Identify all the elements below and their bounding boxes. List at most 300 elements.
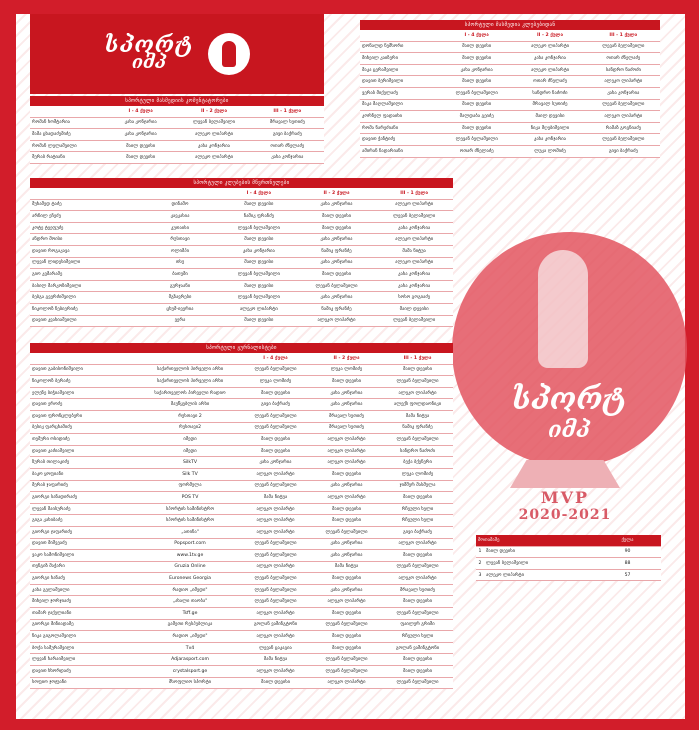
table-panel-commentators <box>30 96 324 164</box>
table-row <box>30 257 453 269</box>
column-header: I - 4 ქულა <box>240 353 311 364</box>
voter-name: თამარ ჯაქელიანი <box>30 608 140 620</box>
table-row <box>30 315 453 327</box>
vote-cell: ოთარ ძნელაძე <box>440 145 513 157</box>
voter-name: დავით გაბისონიშვილი <box>30 364 140 376</box>
vote-cell: მამა ნიტუა <box>375 245 453 257</box>
emblem-logo-line-1: სპორტ <box>511 382 627 417</box>
vote-cell: ნამიკ ფრანძე <box>298 245 376 257</box>
organization: Tv4 <box>140 642 240 654</box>
vote-cell: ალეკო ლიპარტი <box>240 503 311 515</box>
vote-cell: ლევან ბელაშვილი <box>240 596 311 608</box>
column-header: III - 1 ქულა <box>251 106 324 117</box>
voter-name: გიორგი ჯაფარიძე <box>30 526 140 538</box>
vote-cell: მაილ დევისი <box>298 269 376 281</box>
results-points-header: ქულა <box>594 535 661 546</box>
organization: რადიო „იმედი" <box>140 584 240 596</box>
vote-cell: ალეკო ლიპარტი <box>382 387 453 399</box>
vote-cell: ჯიმშერ მასმულა <box>382 480 453 492</box>
player-name: მაილ დევისი <box>484 546 594 558</box>
organization: გურჯაანი <box>140 280 220 292</box>
organization: საქართველოს პირველი რადიო <box>140 387 240 399</box>
vote-cell: ლევან ბელაშვილი <box>382 376 453 388</box>
voter-name: ნიკა გიგოლაშვილი <box>30 631 140 643</box>
vote-cell: მაილ დევისი <box>104 140 177 152</box>
vote-cell: მაილ დევისი <box>382 666 453 678</box>
vote-cell: ალეკო ლიპარტი <box>240 468 311 480</box>
organization: Adjarasport.com <box>140 654 240 666</box>
vote-cell: კახა კონჯარია <box>587 87 660 99</box>
table-row <box>30 117 324 129</box>
empty-header-cell <box>140 353 240 364</box>
data-table <box>30 188 453 327</box>
vote-cell: ალეკო ლიპარტი <box>240 515 311 527</box>
voter-name: დავით კაძიაშვილი <box>30 445 140 457</box>
voter-name: ლევან ლიდესიშვილი <box>30 257 140 269</box>
header-row <box>30 106 324 117</box>
vote-cell: კახა კონჯარია <box>298 257 376 269</box>
table-row <box>30 129 324 141</box>
vote-cell: ლევან ბელაშვილი <box>240 410 311 422</box>
table-row <box>30 434 453 446</box>
voter-name: ამირან ჩადარიანი <box>360 145 440 157</box>
vote-cell: გივი ბაქრაძე <box>251 129 324 141</box>
emblem-stand <box>510 460 620 488</box>
organization: www.1tv.ge <box>140 550 240 562</box>
frame-left <box>0 0 16 730</box>
organization: Gruzia Online <box>140 561 240 573</box>
voter-name: მიხეილ ჯორჯიაძე <box>30 596 140 608</box>
table-row <box>360 41 660 53</box>
voter-name: დავით როგაკავა <box>30 245 140 257</box>
points: 88 <box>594 558 661 570</box>
header-row <box>30 188 453 199</box>
table-row <box>30 538 453 550</box>
vote-cell: ლევან ბელაშვილი <box>177 117 250 129</box>
voter-name: რომან ხოშტარია <box>30 117 104 129</box>
table-row <box>360 134 660 146</box>
vote-cell: ნამიკ ფრანძე <box>220 211 298 223</box>
organization: კუთაისი <box>140 222 220 234</box>
organization: იმედი <box>140 445 240 457</box>
table-title: სპორტული ჟურნალისტები <box>30 343 453 353</box>
table-title: სპორტული მასმედია კლუბებიდან <box>360 20 660 30</box>
organization: Silk TV <box>140 468 240 480</box>
vote-cell: ალეკო ლიპარტი <box>240 631 311 643</box>
vote-cell: მაილ დევისი <box>382 550 453 562</box>
voter-name: მაკა ცერაშვილი <box>360 64 440 76</box>
header-row <box>360 30 660 41</box>
column-header: I - 4 ქულა <box>220 188 298 199</box>
voter-name: მერაბ ჯაფარიძე <box>30 480 140 492</box>
vote-cell: სანდრო ნაძოძი <box>513 87 586 99</box>
voter-name: გიორგი მინიადამე <box>30 619 140 631</box>
table-row <box>30 515 453 527</box>
rank: 3 <box>476 569 484 581</box>
table-row <box>30 292 453 304</box>
vote-cell: მაილ დევისი <box>240 677 311 689</box>
table-row <box>30 619 453 631</box>
table-row <box>30 140 324 152</box>
vote-cell: კახა კონჯარია <box>251 152 324 164</box>
voter-name: ვერაბ მიქელაძე <box>360 87 440 99</box>
results-row <box>476 569 661 581</box>
voter-name: ბასილ მარკოზიშვილი <box>30 280 140 292</box>
vote-cell: ლევან ბელაშვილი <box>311 619 382 631</box>
vote-cell: მაილ დევისი <box>311 376 382 388</box>
voter-name: დავით ეროძე <box>30 399 140 411</box>
vote-cell: კახა კონჯარია <box>298 199 376 211</box>
vote-cell: მაილ დევისი <box>311 573 382 585</box>
vote-cell: ალეკო ლიპარტი <box>311 457 382 469</box>
table-row <box>30 503 453 515</box>
vote-cell: მაილ დევისი <box>311 608 382 620</box>
vote-cell: ლევან ბელაშვილი <box>298 280 376 292</box>
vote-cell: მაილ დევისი <box>311 503 382 515</box>
vote-cell: ლევან ბელაშვილი <box>240 550 311 562</box>
vote-cell: ალეკო ლიპარტი <box>311 492 382 504</box>
vote-cell: კახა კონჯარია <box>177 140 250 152</box>
vote-cell: მამა ნიტუა <box>240 492 311 504</box>
points: 57 <box>594 569 661 581</box>
table-row <box>30 211 453 223</box>
organization: „ათინა" <box>140 526 240 538</box>
vote-cell: ალეკო ლიპარტი <box>240 526 311 538</box>
table-panel-journalists <box>30 343 453 689</box>
vote-cell: ოთარ ძნელაძე <box>513 76 586 88</box>
vote-cell: ალეკო ლიპარტი <box>240 561 311 573</box>
vote-cell: ალეკო ლიპარტი <box>382 538 453 550</box>
voter-name: შერაბ რატიანი <box>30 152 104 164</box>
vote-cell: მაილ დევისი <box>220 315 298 327</box>
vote-cell: რჩეული ხელი <box>382 631 453 643</box>
vote-cell: მაილ დევისი <box>382 492 453 504</box>
organization: Euronews Georgia <box>140 573 240 585</box>
organization: POS TV <box>140 492 240 504</box>
vote-cell: ნიკა მღებიშვილი <box>513 122 586 134</box>
voter-name: რომან ლელაშვილი <box>30 140 104 152</box>
voter-name: მაკა მაღლაშვილი <box>360 99 440 111</box>
vote-cell: ლევან ბელაშვილი <box>382 434 453 446</box>
voter-name: ბესიკ ფარცხამიძე <box>30 422 140 434</box>
voter-name: კახა გელაშვილი <box>30 584 140 596</box>
vote-cell: ლევან ბელაშვილი <box>240 584 311 596</box>
voter-name: გიორგი სანადირაძე <box>30 492 140 504</box>
logo-line-2: იმპ <box>131 52 167 73</box>
vote-cell: მრავალ სუთიძე <box>311 422 382 434</box>
mvp-season: 2020-2021 <box>518 507 612 523</box>
vote-cell: ოთარ ძნელაძე <box>587 53 660 65</box>
vote-cell: ალეკო ლიპარტი <box>298 315 376 327</box>
column-header: II - 2 ქულა <box>513 30 586 41</box>
vote-cell: ალეკო ლიპარტი <box>240 666 311 678</box>
vote-cell: მაილ დევისი <box>440 53 513 65</box>
table-row <box>30 654 453 666</box>
results-row <box>476 558 661 570</box>
vote-cell: მაილ დევისი <box>382 596 453 608</box>
vote-cell: მაილ დევისი <box>440 122 513 134</box>
voter-name: კოტე ტეეფუძე <box>30 222 140 234</box>
vote-cell: კახა კონჯარია <box>513 134 586 146</box>
vote-cell: გივი ბაქრაძე <box>382 526 453 538</box>
vote-cell: მაილ დევისი <box>382 654 453 666</box>
vote-cell: ლევან ბელაშვილი <box>375 315 453 327</box>
vote-cell: მაილ დევისი <box>375 303 453 315</box>
vote-cell: ალეკო ლიპარტი <box>311 434 382 446</box>
organization: ფორმულა <box>140 480 240 492</box>
vote-cell: ლუკა ლომიძე <box>240 376 311 388</box>
voter-name: ლევან ხარაიშვილი <box>30 654 140 666</box>
points: 90 <box>594 546 661 558</box>
vote-cell: მაილ დევისი <box>382 364 453 376</box>
vote-cell: ლევან ბელაშვილი <box>382 677 453 689</box>
vote-cell: მამა ნიტუა <box>311 561 382 573</box>
table-row <box>30 303 453 315</box>
organization: რუსთავი2 <box>140 422 240 434</box>
voter-name: თემური ოსიდიძე <box>30 434 140 446</box>
table-row <box>30 245 453 257</box>
table-row <box>30 677 453 689</box>
table-row <box>30 561 453 573</box>
voter-name: მიხეილ კაიზერი <box>360 53 440 65</box>
vote-cell: ლევან ბელაშვილი <box>382 561 453 573</box>
vote-cell: რჩეული ხელი <box>382 515 453 527</box>
vote-cell: ოთარ ძნელაძე <box>251 140 324 152</box>
organization: დინამო <box>140 199 220 211</box>
vote-cell: ლევან ბელაშვილი <box>220 269 298 281</box>
vote-cell: მაილ დევისი <box>104 152 177 164</box>
vote-cell: მაილ დევისი <box>220 280 298 292</box>
table-row <box>30 422 453 434</box>
vote-cell: გოლან ვაშინგტონი <box>240 619 311 631</box>
voter-name: დონალდ ნემსორი <box>360 41 440 53</box>
vote-cell: მაილ დევისი <box>240 434 311 446</box>
vote-cell: გოლან ვაშინგტონი <box>382 642 453 654</box>
column-header: II - 2 ქულა <box>177 106 250 117</box>
table-row <box>360 64 660 76</box>
voter-name: ანდრო მოისი <box>30 234 140 246</box>
empty-header-cell <box>360 30 440 41</box>
voter-name: დავით მიშვეაძე <box>30 538 140 550</box>
organization: რუსთავი <box>140 234 220 246</box>
table-row <box>30 631 453 643</box>
voter-name: დავით ფრონცლუბერი <box>30 410 140 422</box>
vote-cell: კახა კონჯარია <box>513 53 586 65</box>
vote-cell: ლევან ბელაშვილი <box>240 364 311 376</box>
empty-header-cell <box>30 188 140 199</box>
column-header: II - 2 ქულა <box>311 353 382 364</box>
voter-name: ბოქა სამურაშვილი <box>30 642 140 654</box>
vote-cell: კახა კონჯარია <box>240 457 311 469</box>
voter-name: ნიკოლოზ ბერაძე <box>30 376 140 388</box>
vote-cell: ფაილურ გრიში <box>382 619 453 631</box>
voter-name: გიგა კახიბაძე <box>30 515 140 527</box>
vote-cell: ალეკო ლიპარტი <box>177 152 250 164</box>
vote-cell: სოსო გოგიაძე <box>375 292 453 304</box>
table-row <box>30 666 453 678</box>
vote-cell: კახა კონჯარია <box>298 234 376 246</box>
voter-name: დავით ხხორდაძე <box>30 666 140 678</box>
empty-header-cell <box>30 353 140 364</box>
vote-cell: მამა ნიტუა <box>382 410 453 422</box>
rank: 2 <box>476 558 484 570</box>
table-row <box>30 584 453 596</box>
table-row <box>360 122 660 134</box>
vote-cell: კახა კონჯარია <box>311 480 382 492</box>
table-row <box>30 642 453 654</box>
table-row <box>30 234 453 246</box>
logo <box>30 14 324 94</box>
vote-cell: ნამიკ ფრანძე <box>382 422 453 434</box>
vote-cell: ალეკო ლიპარტი <box>513 41 586 53</box>
vote-cell: მაილ დევისი <box>311 631 382 643</box>
table-row <box>30 550 453 562</box>
voter-name: თენგიზ მაჭარი <box>30 561 140 573</box>
mvp-emblem <box>452 232 687 467</box>
table-row <box>30 526 453 538</box>
vote-cell: ლევან ბელაშვილი <box>587 41 660 53</box>
player-name: ალეკო ლიპარტი <box>484 569 594 581</box>
table-panel-club-media <box>360 20 660 158</box>
vote-cell: კახა კონჯარია <box>104 129 177 141</box>
vote-cell: კახა კონჯარია <box>311 387 382 399</box>
column-header: II - 2 ქულა <box>298 188 376 199</box>
vote-cell: სანდრო ნაძოძი <box>382 445 453 457</box>
vote-cell: კახა კონჯარია <box>375 269 453 281</box>
table-row <box>30 399 453 411</box>
vote-cell: ლევან ბელაშვილი <box>240 422 311 434</box>
vote-cell: კახა კონჯარია <box>104 117 177 129</box>
vote-cell: ლევან ბელაშვილი <box>587 99 660 111</box>
header-row <box>30 353 453 364</box>
vote-cell: ლუკა ლომიძე <box>382 468 453 480</box>
organization: crystalsport.ge <box>140 666 240 678</box>
voter-name: ვაკო სამონიშვილი <box>30 550 140 562</box>
vote-cell: მალდაბა გეიძე <box>440 111 513 123</box>
vote-cell: მრავალ სუთიძე <box>251 117 324 129</box>
vote-cell: გივი ბაქრაძე <box>240 399 311 411</box>
organization: გამეთი რესპუბლიკა <box>140 619 240 631</box>
organization: ოლიმპი <box>140 245 220 257</box>
vote-cell: მაილ დევისი <box>298 222 376 234</box>
table-row <box>30 269 453 281</box>
vote-cell: ბექა ბქენერი <box>382 457 453 469</box>
table-row <box>30 376 453 388</box>
table-row <box>30 445 453 457</box>
vote-cell: ლევან ბელაშვილი <box>375 211 453 223</box>
frame-bottom <box>0 719 699 730</box>
vote-cell: მაილ დევისი <box>513 111 586 123</box>
vote-cell: ნამიკ ფრანძე <box>298 303 376 315</box>
voter-name: დავით ბერიშვილი <box>360 76 440 88</box>
vote-cell: სანდრო ნაძოძი <box>587 64 660 76</box>
table-row <box>30 152 324 164</box>
vote-cell: მრავალ სუთიძე <box>513 99 586 111</box>
organization: იმედი <box>140 434 240 446</box>
vote-cell: კახა კონჯარია <box>311 550 382 562</box>
vote-cell: ლევან ბელაშვილი <box>587 134 660 146</box>
vote-cell: მრავალ სუთიძე <box>311 410 382 422</box>
table-row <box>30 280 453 292</box>
vote-cell: მაილ დევისი <box>440 41 513 53</box>
voter-name: დავით ჭანტიძე <box>360 134 440 146</box>
results-player-header: მოთამაშე <box>476 535 594 546</box>
table-row <box>360 53 660 65</box>
voter-name: ბაკო ყოფიანი <box>30 468 140 480</box>
data-table <box>30 106 324 164</box>
logo-line-1: სპორტ <box>104 32 194 58</box>
vote-cell: ლევან ბელაშვილი <box>240 573 311 585</box>
table-title: სპორტული კლუბების მწვრთნელები <box>30 178 453 188</box>
table-row <box>360 76 660 88</box>
vote-cell: ლუკა ლომიძე <box>311 364 382 376</box>
voter-name: მამა ცხადაძემიძე <box>30 129 104 141</box>
table-row <box>30 480 453 492</box>
vote-cell: ალეკო ლიპარტი <box>375 257 453 269</box>
vote-cell: ალეკო ლიპარტი <box>311 596 382 608</box>
organization: SilkTV <box>140 457 240 469</box>
organization: მსოფლიო სპორტი <box>140 677 240 689</box>
table-row <box>30 596 453 608</box>
vote-cell: ალეკო ლიპარტი <box>220 303 298 315</box>
organization: სპორტის სამინისტრო <box>140 515 240 527</box>
vote-cell: ალეკო ლიპარტი <box>177 129 250 141</box>
vote-cell: მრავალ სუთიძე <box>382 584 453 596</box>
voter-name: არჩილ ეჩეძე <box>30 211 140 223</box>
vote-cell: ალეკო ლიპარტი <box>311 677 382 689</box>
column-header: III - 1 ქულა <box>382 353 453 364</box>
vote-cell: მაილ დევისი <box>311 515 382 527</box>
column-header: III - 1 ქულა <box>587 30 660 41</box>
column-header: I - 4 ქულა <box>440 30 513 41</box>
table-row <box>30 468 453 480</box>
voter-name: ნიკოლოზ ნებიერიძე <box>30 303 140 315</box>
organization: სპორტის სამინისტრო <box>140 503 240 515</box>
vote-cell: ლევან ცაკაგია <box>240 642 311 654</box>
organization: Popsport.com <box>140 538 240 550</box>
vote-cell: კახა კონჯარია <box>220 245 298 257</box>
player-name: ლევან ბელაშვილი <box>484 558 594 570</box>
table-panel-coaches <box>30 178 453 327</box>
table-row <box>30 457 453 469</box>
vote-cell: ალეკო ლიპარტი <box>513 64 586 76</box>
vote-cell: კახა კონჯარია <box>440 64 513 76</box>
vote-cell: ლევან ბელაშვილი <box>240 538 311 550</box>
results-row <box>476 546 661 558</box>
organization: რუსთავი 2 <box>140 410 240 422</box>
table-row <box>360 111 660 123</box>
voter-name: მუხამედ ტაძე <box>30 199 140 211</box>
table-row <box>360 145 660 157</box>
data-table <box>30 353 453 689</box>
player-silhouette-icon <box>208 33 250 75</box>
vote-cell: ალექს ფოლდაონიკი <box>382 399 453 411</box>
vote-cell: კახა კონჯარია <box>298 292 376 304</box>
vote-cell: მაილ დევისი <box>220 257 298 269</box>
vote-cell: ლევან ბელაშვილი <box>440 87 513 99</box>
vote-cell: მაილ დევისი <box>311 468 382 480</box>
column-header: I - 4 ქულა <box>104 106 177 117</box>
voter-name: რომა ნარეძიანი <box>360 122 440 134</box>
organization: თსუ <box>140 257 220 269</box>
organization: მაუწყებლის არხი <box>140 399 240 411</box>
column-header: III - 1 ქულა <box>375 188 453 199</box>
organization: „ახალი თაობა" <box>140 596 240 608</box>
vote-cell: ალეკო ლიპარტი <box>375 199 453 211</box>
frame-right <box>685 0 699 730</box>
organization: რადიო „იმედი" <box>140 631 240 643</box>
results-table <box>476 535 661 581</box>
